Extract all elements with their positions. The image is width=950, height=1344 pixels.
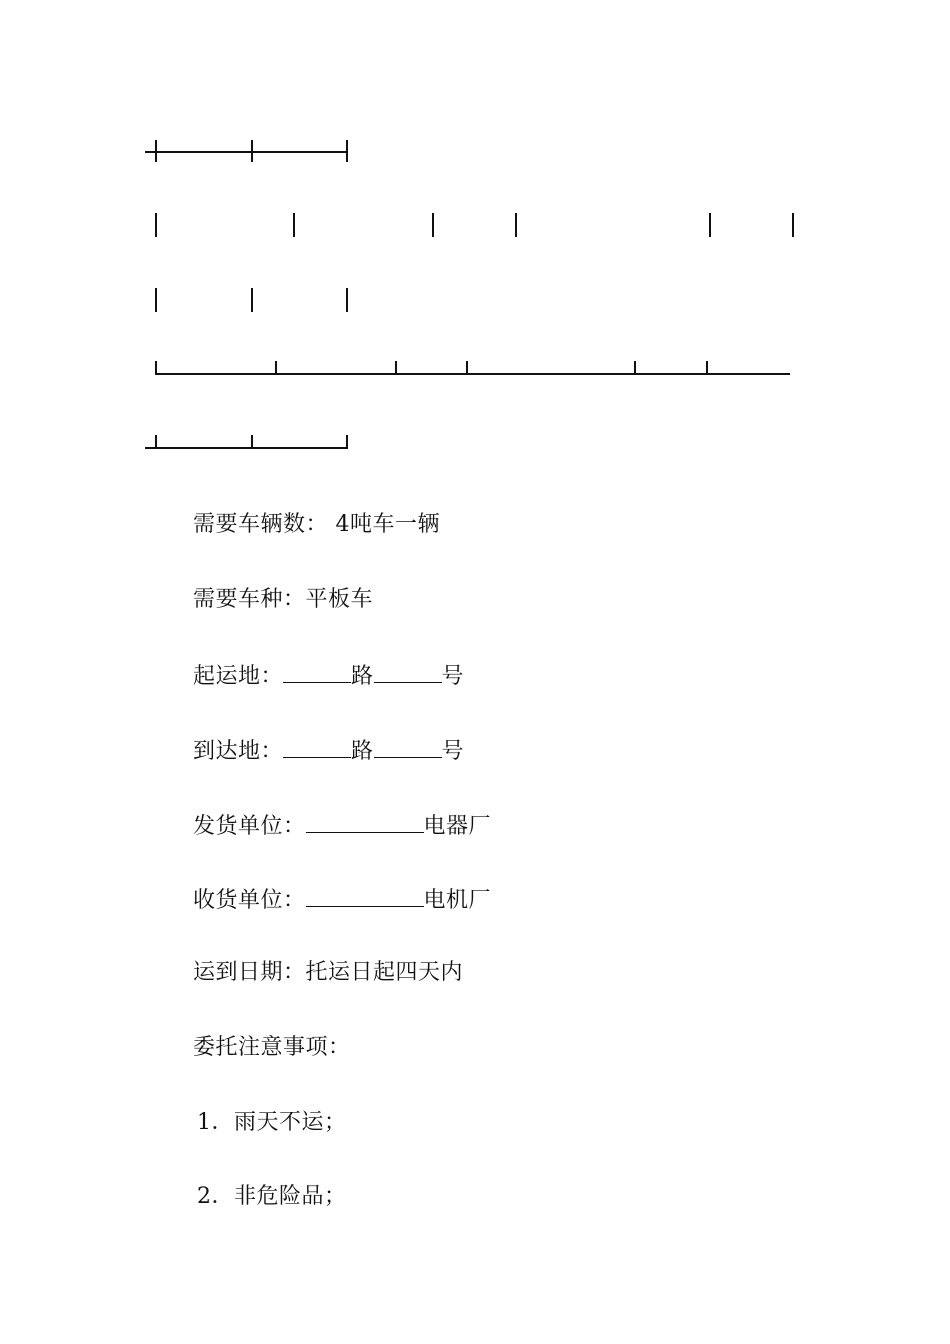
table-tick — [466, 361, 468, 375]
table-tick — [346, 288, 348, 312]
table-tick — [155, 213, 157, 237]
table-tick — [792, 213, 794, 237]
table-rule — [145, 447, 348, 449]
destination-number-label: 号 — [441, 739, 465, 764]
destination-label: 到达地： — [193, 739, 284, 764]
destination-road-blank — [283, 735, 351, 758]
origin-number-label: 号 — [441, 664, 465, 689]
table-tick — [706, 361, 708, 375]
table-tick — [251, 140, 253, 162]
consignee-suffix: 电机厂 — [423, 888, 492, 913]
consignee-label: 收货单位： — [193, 888, 306, 913]
origin-line — [193, 660, 464, 692]
table-tick — [293, 213, 295, 237]
destination-number-blank — [374, 735, 442, 758]
table-tick — [275, 361, 277, 375]
table-tick — [155, 140, 157, 162]
table-tick — [515, 213, 517, 237]
table-tick — [346, 140, 348, 162]
consignee-blank — [306, 884, 424, 907]
shipper-label: 发货单位： — [193, 814, 306, 839]
table-tick — [346, 435, 348, 449]
shipper-blank — [306, 810, 424, 833]
table-tick — [155, 288, 157, 312]
notes-heading: 委托注意事项： — [193, 1035, 351, 1060]
table-tick — [155, 435, 157, 449]
destination-line — [193, 735, 464, 767]
shipper-suffix: 电器厂 — [423, 814, 492, 839]
table-rule — [155, 373, 790, 375]
consignee-line — [193, 884, 491, 916]
vehicle-count-line: 需要车辆数： 4吨车一辆 — [193, 512, 440, 537]
delivery-date-line: 运到日期：托运日起四天内 — [193, 960, 464, 985]
shipper-line — [193, 810, 491, 842]
table-tick — [251, 435, 253, 449]
table-tick — [709, 213, 711, 237]
origin-road-blank — [283, 660, 351, 683]
table-tick — [251, 288, 253, 312]
vehicle-type-line: 需要车种：平板车 — [193, 587, 374, 612]
note-item-1: 1．雨天不运； — [197, 1110, 347, 1135]
origin-road-label: 路 — [351, 664, 374, 689]
origin-label: 起运地： — [193, 664, 284, 689]
table-tick — [395, 361, 397, 375]
origin-number-blank — [374, 660, 442, 683]
table-tick — [155, 361, 157, 375]
note-item-2: 2．非危险品； — [197, 1184, 347, 1209]
table-rule — [145, 151, 348, 153]
table-tick — [432, 213, 434, 237]
table-tick — [634, 361, 636, 375]
destination-road-label: 路 — [351, 739, 374, 764]
